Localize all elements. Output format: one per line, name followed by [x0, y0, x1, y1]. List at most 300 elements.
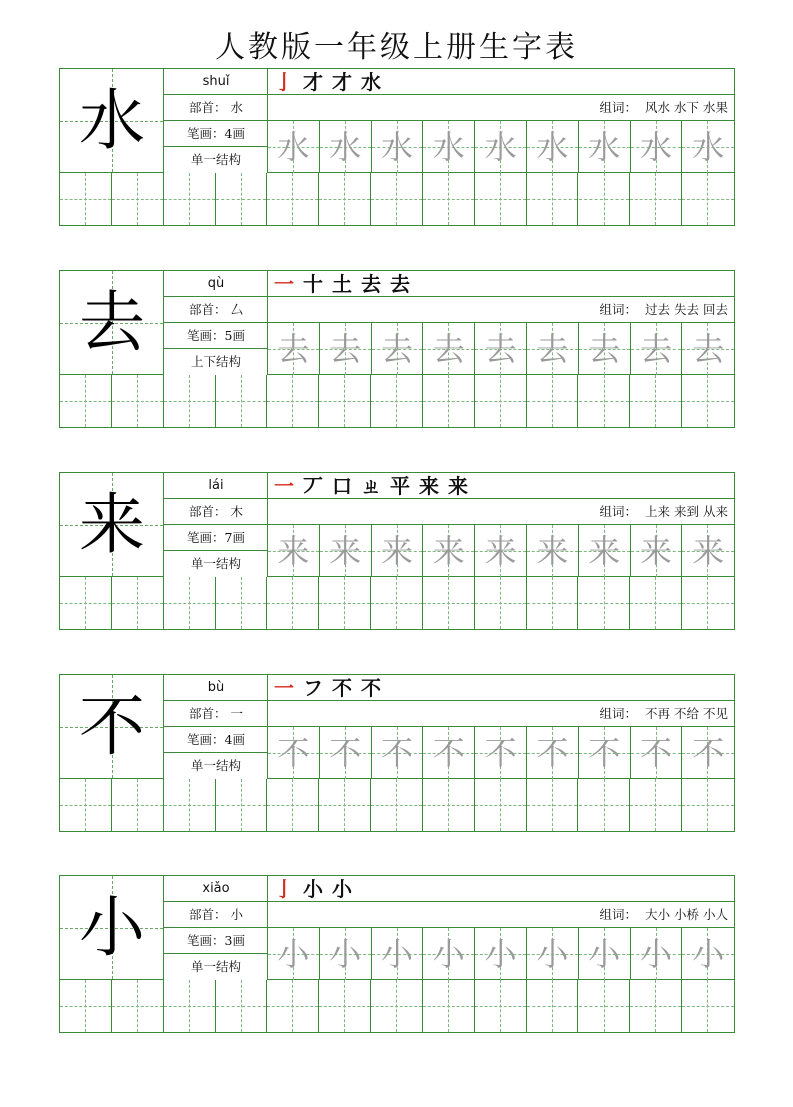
tracing-character: 水: [380, 128, 413, 166]
guide-line: [655, 173, 656, 225]
tracing-character: 小: [536, 935, 569, 973]
guide-line: [604, 577, 605, 629]
guide-line: [552, 173, 553, 225]
guide-line: [241, 375, 242, 427]
writing-cell[interactable]: [112, 577, 164, 629]
tracing-character: 不: [692, 734, 725, 772]
writing-cell[interactable]: [423, 173, 475, 225]
guide-line: [396, 980, 397, 1032]
tracing-character: 去: [536, 330, 569, 368]
words-label: 组词：: [599, 907, 637, 922]
word: 上来: [644, 504, 670, 519]
guide-line: [500, 173, 501, 225]
tracing-cell[interactable]: [682, 323, 734, 375]
writing-cell[interactable]: [527, 173, 579, 225]
guide-line: [189, 173, 190, 225]
model-character: 去: [79, 284, 145, 361]
tracing-character: 水: [432, 128, 465, 166]
guide-line: [500, 577, 501, 629]
guide-line: [552, 577, 553, 629]
guide-line: [707, 980, 708, 1032]
writing-cell[interactable]: [579, 980, 631, 1032]
tracing-cell[interactable]: [372, 928, 424, 980]
guide-line: [241, 980, 242, 1032]
tracing-row: [268, 525, 734, 577]
guide-line: [292, 375, 293, 427]
writing-cell[interactable]: [630, 980, 682, 1032]
tracing-character: 不: [484, 734, 517, 772]
writing-cell[interactable]: [216, 980, 268, 1032]
model-character: 水: [79, 82, 145, 159]
pinyin: lái: [164, 473, 268, 499]
guide-line: [396, 577, 397, 629]
model-character: 不: [79, 688, 145, 765]
writing-cell[interactable]: [319, 173, 371, 225]
tracing-cell[interactable]: [527, 727, 579, 779]
tracing-character: 来: [484, 532, 517, 570]
guide-line: [292, 779, 293, 831]
tracing-character: 去: [588, 330, 621, 368]
tracing-character: 不: [588, 734, 621, 772]
tracing-character: 小: [639, 935, 672, 973]
tracing-character: 不: [536, 734, 569, 772]
tracing-cell[interactable]: [579, 121, 631, 173]
writing-cell[interactable]: [319, 980, 371, 1032]
pinyin: bù: [164, 675, 268, 701]
guide-line: [396, 375, 397, 427]
guide-line: [137, 173, 138, 225]
model-character: 小: [79, 889, 145, 966]
writing-cell[interactable]: [319, 375, 371, 427]
tracing-cell[interactable]: [320, 121, 372, 173]
stroke-step: 去: [361, 272, 384, 296]
guide-line: [85, 980, 86, 1032]
writing-cell[interactable]: [112, 980, 164, 1032]
stroke-step: 土: [332, 272, 355, 296]
tracing-cell[interactable]: [631, 121, 683, 173]
model-character-box: [60, 473, 164, 577]
writing-cell[interactable]: [371, 779, 423, 831]
stroke-step: 亅: [274, 70, 297, 94]
character-info: [164, 69, 268, 173]
tracing-character: 去: [329, 330, 362, 368]
pinyin: xiǎo: [164, 876, 268, 902]
tracing-cell[interactable]: [423, 121, 475, 173]
word-list: [268, 902, 734, 928]
writing-cell[interactable]: [319, 577, 371, 629]
guide-line: [137, 577, 138, 629]
stroke-step: 小: [303, 877, 326, 901]
stroke-order: [268, 473, 734, 499]
word-list: [268, 95, 734, 121]
tracing-character: 来: [277, 532, 310, 570]
writing-cell[interactable]: [527, 779, 579, 831]
word-list: [268, 297, 734, 323]
writing-cell[interactable]: [423, 577, 475, 629]
guide-line: [241, 779, 242, 831]
word: 水果: [702, 100, 728, 115]
writing-cell[interactable]: [423, 375, 475, 427]
writing-cell[interactable]: [112, 779, 164, 831]
stroke-count: 笔画：5画: [164, 323, 268, 349]
stroke-step: 亅: [274, 877, 297, 901]
guide-line: [85, 375, 86, 427]
tracing-cell[interactable]: [475, 928, 527, 980]
word: 小人: [702, 907, 728, 922]
tracing-cell[interactable]: [268, 525, 320, 577]
tracing-cell[interactable]: [268, 727, 320, 779]
guide-line: [655, 577, 656, 629]
writing-cell[interactable]: [630, 375, 682, 427]
guide-line: [604, 375, 605, 427]
word: 来到: [673, 504, 699, 519]
writing-cell[interactable]: [579, 779, 631, 831]
tracing-row: [268, 727, 734, 779]
tracing-character: 去: [432, 330, 465, 368]
tracing-character: 不: [329, 734, 362, 772]
writing-cell[interactable]: [682, 577, 734, 629]
guide-line: [604, 980, 605, 1032]
tracing-cell[interactable]: [268, 121, 320, 173]
tracing-character: 小: [484, 935, 517, 973]
writing-cell[interactable]: [164, 375, 216, 427]
tracing-character: 来: [588, 532, 621, 570]
writing-cell[interactable]: [579, 577, 631, 629]
guide-line: [85, 577, 86, 629]
writing-cell[interactable]: [164, 173, 216, 225]
writing-cell[interactable]: [475, 375, 527, 427]
writing-cell[interactable]: [164, 779, 216, 831]
writing-cell[interactable]: [60, 980, 112, 1032]
guide-line: [604, 779, 605, 831]
guide-line: [292, 173, 293, 225]
tracing-cell[interactable]: [423, 323, 475, 375]
tracing-character: 来: [380, 532, 413, 570]
writing-cell[interactable]: [60, 577, 112, 629]
tracing-character: 水: [329, 128, 362, 166]
tracing-character: 来: [329, 532, 362, 570]
pinyin: shuǐ: [164, 69, 268, 95]
guide-line: [292, 577, 293, 629]
word: 小桥: [673, 907, 699, 922]
tracing-cell[interactable]: [475, 727, 527, 779]
stroke-count: 笔画：7画: [164, 525, 268, 551]
words-label: 组词：: [599, 706, 637, 721]
tracing-cell[interactable]: [475, 525, 527, 577]
writing-cell[interactable]: [475, 173, 527, 225]
word: 回去: [702, 302, 728, 317]
tracing-character: 小: [588, 935, 621, 973]
guide-line: [241, 173, 242, 225]
guide-line: [396, 779, 397, 831]
guide-line: [448, 375, 449, 427]
tracing-cell[interactable]: [268, 928, 320, 980]
tracing-character: 来: [692, 532, 725, 570]
guide-line: [189, 779, 190, 831]
guide-line: [500, 375, 501, 427]
writing-cell[interactable]: [371, 980, 423, 1032]
word: 失去: [673, 302, 699, 317]
guide-line: [552, 375, 553, 427]
tracing-character: 去: [639, 330, 672, 368]
stroke-step: 才: [332, 70, 355, 94]
writing-row: [60, 779, 734, 831]
tracing-cell[interactable]: [527, 525, 579, 577]
stroke-count: 笔画：4画: [164, 121, 268, 147]
tracing-character: 去: [380, 330, 413, 368]
guide-line: [137, 375, 138, 427]
tracing-character: 小: [277, 935, 310, 973]
model-character-box: [60, 69, 164, 173]
word-list: [268, 701, 734, 727]
guide-line: [500, 779, 501, 831]
writing-row: [60, 375, 734, 427]
tracing-character: 水: [692, 128, 725, 166]
tracing-character: 来: [432, 532, 465, 570]
tracing-cell[interactable]: [372, 525, 424, 577]
writing-cell[interactable]: [579, 375, 631, 427]
tracing-character: 去: [484, 330, 517, 368]
model-character-box: [60, 675, 164, 779]
word: 不给: [673, 706, 699, 721]
character-block: [59, 270, 735, 428]
writing-cell[interactable]: [371, 375, 423, 427]
stroke-step: フ: [303, 676, 326, 700]
writing-cell[interactable]: [371, 577, 423, 629]
tracing-cell[interactable]: [320, 525, 372, 577]
character-block: [59, 875, 735, 1033]
word: 不见: [702, 706, 728, 721]
tracing-cell[interactable]: [631, 525, 683, 577]
writing-cell[interactable]: [216, 577, 268, 629]
tracing-cell[interactable]: [631, 928, 683, 980]
tracing-row: [268, 323, 734, 375]
writing-cell[interactable]: [423, 779, 475, 831]
guide-line: [85, 173, 86, 225]
tracing-cell[interactable]: [268, 323, 320, 375]
writing-cell[interactable]: [319, 779, 371, 831]
structure: 单一结构: [190, 959, 241, 974]
character-info: [164, 271, 268, 375]
writing-cell[interactable]: [630, 173, 682, 225]
word: 从来: [702, 504, 728, 519]
model-character-box: [60, 876, 164, 980]
stroke-step: ㄓ: [361, 474, 384, 498]
writing-cell[interactable]: [371, 173, 423, 225]
radical: 部首： 水: [164, 95, 268, 121]
writing-cell[interactable]: [164, 577, 216, 629]
guide-line: [344, 980, 345, 1032]
writing-cell[interactable]: [60, 375, 112, 427]
tracing-cell[interactable]: [579, 928, 631, 980]
guide-line: [137, 779, 138, 831]
writing-cell[interactable]: [527, 577, 579, 629]
stroke-step: 平: [390, 474, 413, 498]
writing-row: [60, 173, 734, 225]
character-info: [164, 876, 268, 980]
guide-line: [292, 980, 293, 1032]
tracing-cell[interactable]: [527, 323, 579, 375]
radical: 部首： 厶: [164, 297, 268, 323]
tracing-row: [268, 121, 734, 173]
character-block: [59, 674, 735, 832]
tracing-cell[interactable]: [579, 525, 631, 577]
stroke-order: [268, 271, 734, 297]
guide-line: [344, 173, 345, 225]
writing-cell[interactable]: [423, 980, 475, 1032]
tracing-cell[interactable]: [682, 525, 734, 577]
stroke-step: 不: [361, 676, 384, 700]
radical: 部首： 小: [164, 902, 268, 928]
stroke-count: 笔画：4画: [164, 727, 268, 753]
guide-line: [344, 375, 345, 427]
guide-line: [137, 980, 138, 1032]
tracing-character: 不: [639, 734, 672, 772]
stroke-step: 来: [448, 474, 471, 498]
character-info: [164, 675, 268, 779]
writing-cell[interactable]: [579, 173, 631, 225]
tracing-cell[interactable]: [682, 928, 734, 980]
model-character-box: [60, 271, 164, 375]
stroke-step: 小: [332, 877, 355, 901]
writing-cell[interactable]: [527, 375, 579, 427]
tracing-character: 小: [380, 935, 413, 973]
pinyin: qù: [164, 271, 268, 297]
writing-row: [60, 980, 734, 1032]
writing-cell[interactable]: [475, 577, 527, 629]
stroke-step: 来: [419, 474, 442, 498]
guide-line: [448, 980, 449, 1032]
tracing-character: 去: [277, 330, 310, 368]
tracing-character: 小: [329, 935, 362, 973]
writing-cell[interactable]: [60, 173, 112, 225]
tracing-cell[interactable]: [423, 525, 475, 577]
guide-line: [707, 577, 708, 629]
guide-line: [500, 980, 501, 1032]
tracing-cell[interactable]: [423, 928, 475, 980]
tracing-character: 来: [536, 532, 569, 570]
tracing-cell[interactable]: [579, 323, 631, 375]
stroke-step: 一: [274, 676, 297, 700]
writing-cell[interactable]: [267, 173, 319, 225]
structure: 单一结构: [190, 758, 241, 773]
tracing-cell[interactable]: [527, 928, 579, 980]
guide-line: [655, 779, 656, 831]
tracing-row: [268, 928, 734, 980]
tracing-cell[interactable]: [475, 121, 527, 173]
writing-cell[interactable]: [216, 375, 268, 427]
writing-cell[interactable]: [112, 375, 164, 427]
writing-cell[interactable]: [112, 173, 164, 225]
writing-cell[interactable]: [630, 779, 682, 831]
word-list: [268, 499, 734, 525]
writing-cell[interactable]: [267, 577, 319, 629]
writing-row: [60, 577, 734, 629]
guide-line: [655, 980, 656, 1032]
structure: 单一结构: [190, 152, 241, 167]
writing-cell[interactable]: [682, 980, 734, 1032]
guide-line: [552, 980, 553, 1032]
character-block: [59, 472, 735, 630]
character-block: [59, 68, 735, 226]
tracing-cell[interactable]: [423, 727, 475, 779]
tracing-cell[interactable]: [579, 727, 631, 779]
guide-line: [655, 375, 656, 427]
guide-line: [448, 779, 449, 831]
stroke-step: 水: [361, 70, 384, 94]
guide-line: [707, 779, 708, 831]
character-info: [164, 473, 268, 577]
guide-line: [344, 577, 345, 629]
stroke-order: [268, 69, 734, 95]
stroke-step: 去: [390, 272, 413, 296]
writing-cell[interactable]: [682, 779, 734, 831]
guide-line: [189, 375, 190, 427]
guide-line: [344, 779, 345, 831]
writing-cell[interactable]: [60, 779, 112, 831]
writing-cell[interactable]: [682, 375, 734, 427]
tracing-character: 水: [277, 128, 310, 166]
stroke-step: 才: [303, 70, 326, 94]
tracing-cell[interactable]: [527, 121, 579, 173]
word: 水下: [673, 100, 699, 115]
writing-cell[interactable]: [682, 173, 734, 225]
guide-line: [85, 779, 86, 831]
writing-cell[interactable]: [267, 375, 319, 427]
radical: 部首： 木: [164, 499, 268, 525]
writing-cell[interactable]: [475, 779, 527, 831]
tracing-cell[interactable]: [372, 323, 424, 375]
stroke-step: 口: [332, 474, 355, 498]
structure: 单一结构: [190, 556, 241, 571]
writing-cell[interactable]: [527, 980, 579, 1032]
guide-line: [241, 577, 242, 629]
tracing-cell[interactable]: [320, 323, 372, 375]
guide-line: [448, 173, 449, 225]
writing-cell[interactable]: [216, 779, 268, 831]
tracing-cell[interactable]: [320, 727, 372, 779]
tracing-character: 来: [639, 532, 672, 570]
writing-cell[interactable]: [216, 173, 268, 225]
tracing-character: 小: [692, 935, 725, 973]
tracing-cell[interactable]: [682, 727, 734, 779]
structure: 上下结构: [190, 354, 241, 369]
writing-cell[interactable]: [630, 577, 682, 629]
page-title: 人教版一年级上册生字表: [215, 30, 578, 65]
tracing-character: 水: [536, 128, 569, 166]
writing-cell[interactable]: [475, 980, 527, 1032]
guide-line: [448, 577, 449, 629]
guide-line: [707, 375, 708, 427]
writing-cell[interactable]: [164, 980, 216, 1032]
tracing-character: 不: [432, 734, 465, 772]
tracing-cell[interactable]: [682, 121, 734, 173]
writing-cell[interactable]: [267, 980, 319, 1032]
words-label: 组词：: [599, 504, 637, 519]
tracing-cell[interactable]: [631, 323, 683, 375]
tracing-cell[interactable]: [372, 121, 424, 173]
tracing-cell[interactable]: [320, 928, 372, 980]
word: 不再: [644, 706, 670, 721]
guide-line: [707, 173, 708, 225]
tracing-cell[interactable]: [631, 727, 683, 779]
tracing-character: 不: [277, 734, 310, 772]
tracing-cell[interactable]: [475, 323, 527, 375]
stroke-order: [268, 675, 734, 701]
word: 大小: [644, 907, 670, 922]
writing-cell[interactable]: [267, 779, 319, 831]
tracing-cell[interactable]: [372, 727, 424, 779]
